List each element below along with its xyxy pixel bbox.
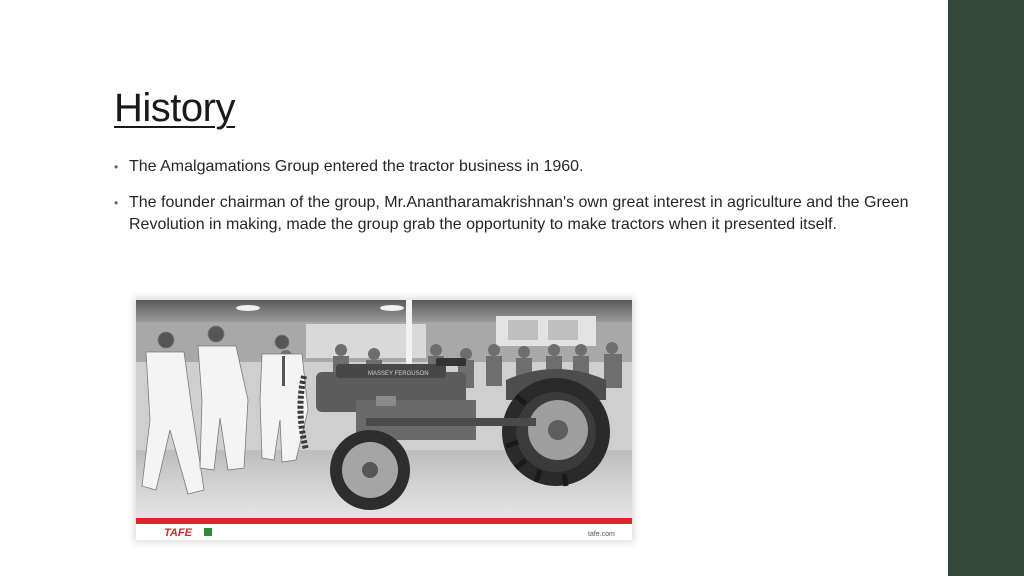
bullet-item — [114, 156, 914, 178]
tractor-badge: MASSEY FERGUSON — [368, 371, 429, 377]
tractor-photo-illustration — [136, 300, 632, 540]
bullet-item — [114, 192, 914, 236]
bullet-text: The founder chairman of the group, Mr.Anantharamakrishnan's own great interest in agriculture and the Green Revolution in making, made the group grab the opportunity to make tractors when it presented itself. — [129, 194, 909, 233]
bullet-dot-icon: • — [114, 160, 119, 174]
tafe-logo: TAFE — [164, 527, 192, 539]
bullet-list — [114, 156, 914, 250]
bullet-text: The Amalgamations Group entered the tractor business in 1960. — [129, 158, 584, 175]
website-caption: tafe.com — [588, 531, 615, 538]
side-accent-bar — [948, 0, 1024, 576]
tafe-leaf-icon — [204, 528, 212, 536]
historical-tractor-photo — [136, 300, 632, 540]
bullet-dot-icon: • — [114, 196, 119, 210]
slide-title: History — [114, 86, 235, 130]
